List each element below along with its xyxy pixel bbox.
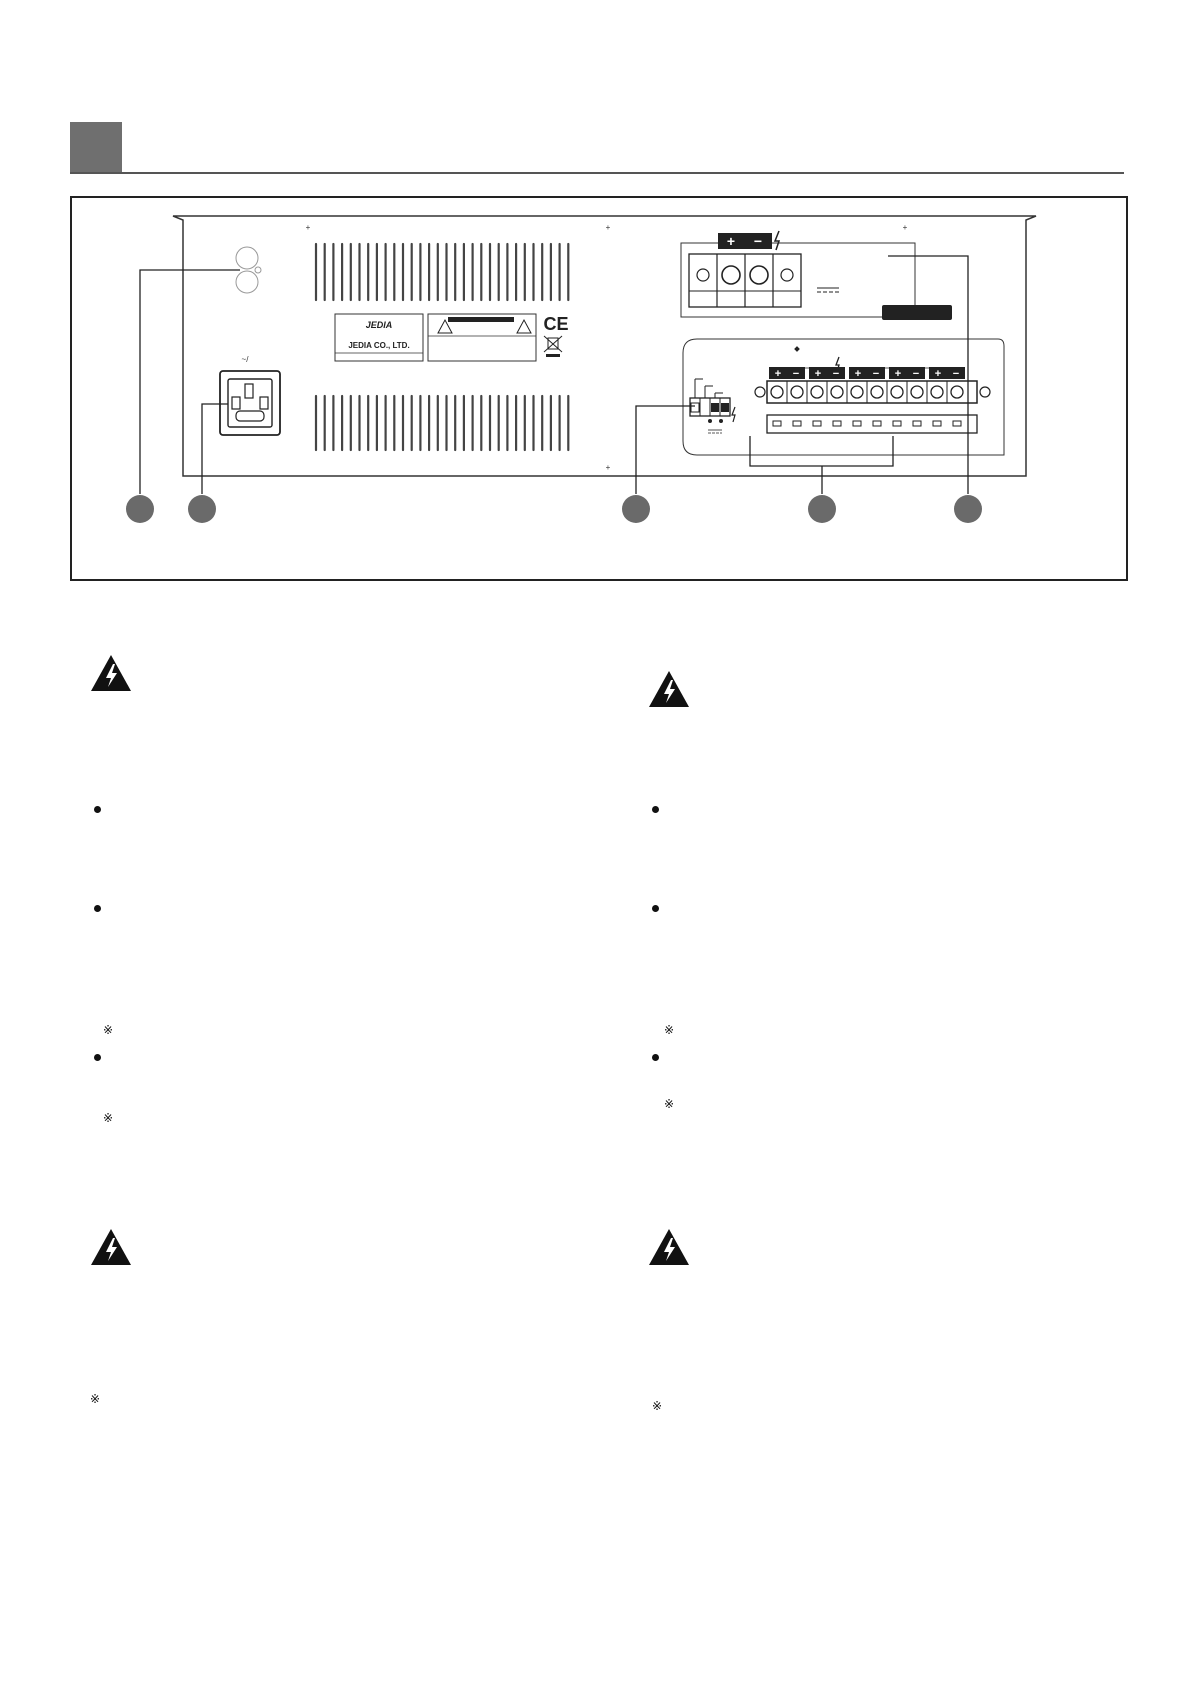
company-name-label: JEDIA CO., LTD. bbox=[348, 341, 410, 350]
warning-triangle-icon bbox=[648, 1228, 690, 1266]
polarity-plus-icon: + bbox=[894, 368, 902, 380]
callout-4 bbox=[808, 495, 836, 523]
bullet-dot-icon bbox=[652, 1054, 659, 1061]
polarity-plus-icon: + bbox=[774, 368, 782, 380]
ac-symbol-label: ~/ bbox=[241, 355, 249, 364]
polarity-plus-icon: + bbox=[934, 368, 942, 380]
polarity-minus-icon: − bbox=[952, 368, 960, 380]
bullet-dot-icon bbox=[652, 905, 659, 912]
reference-mark-icon: ※ bbox=[664, 1023, 675, 1037]
callout-5 bbox=[954, 495, 982, 523]
section-header-block bbox=[70, 122, 122, 174]
reference-mark-icon: ※ bbox=[652, 1399, 663, 1413]
brand-logo: JEDIA bbox=[365, 320, 393, 330]
svg-text:−: − bbox=[753, 233, 763, 249]
callout-2 bbox=[188, 495, 216, 523]
bullet-dot-icon bbox=[94, 806, 101, 813]
svg-text:+: + bbox=[902, 223, 908, 232]
bullet-dot-icon bbox=[94, 1054, 101, 1061]
polarity-minus-icon: − bbox=[912, 368, 920, 380]
callout-3 bbox=[622, 495, 650, 523]
svg-text:+: + bbox=[305, 223, 311, 232]
rear-panel-diagram bbox=[70, 196, 1128, 582]
ce-mark: CE bbox=[543, 314, 569, 334]
warning-triangle-icon bbox=[90, 654, 132, 692]
polarity-minus-icon: − bbox=[792, 368, 800, 380]
polarity-plus-icon: + bbox=[814, 368, 822, 380]
svg-text:+: + bbox=[605, 223, 611, 232]
reference-mark-icon: ※ bbox=[103, 1023, 114, 1037]
section-header-rule bbox=[70, 172, 1124, 174]
polarity-minus-icon: − bbox=[872, 368, 880, 380]
bullet-dot-icon bbox=[652, 806, 659, 813]
svg-text:+: + bbox=[605, 463, 611, 472]
warning-triangle-icon bbox=[90, 1228, 132, 1266]
polarity-minus-icon: − bbox=[832, 368, 840, 380]
reference-mark-icon: ※ bbox=[103, 1111, 114, 1125]
bullet-dot-icon bbox=[94, 905, 101, 912]
callout-1 bbox=[126, 495, 154, 523]
polarity-plus-icon: + bbox=[854, 368, 862, 380]
svg-text:+: + bbox=[726, 233, 736, 249]
reference-mark-icon: ※ bbox=[90, 1392, 101, 1406]
warning-triangle-icon bbox=[648, 670, 690, 708]
reference-mark-icon: ※ bbox=[664, 1097, 675, 1111]
